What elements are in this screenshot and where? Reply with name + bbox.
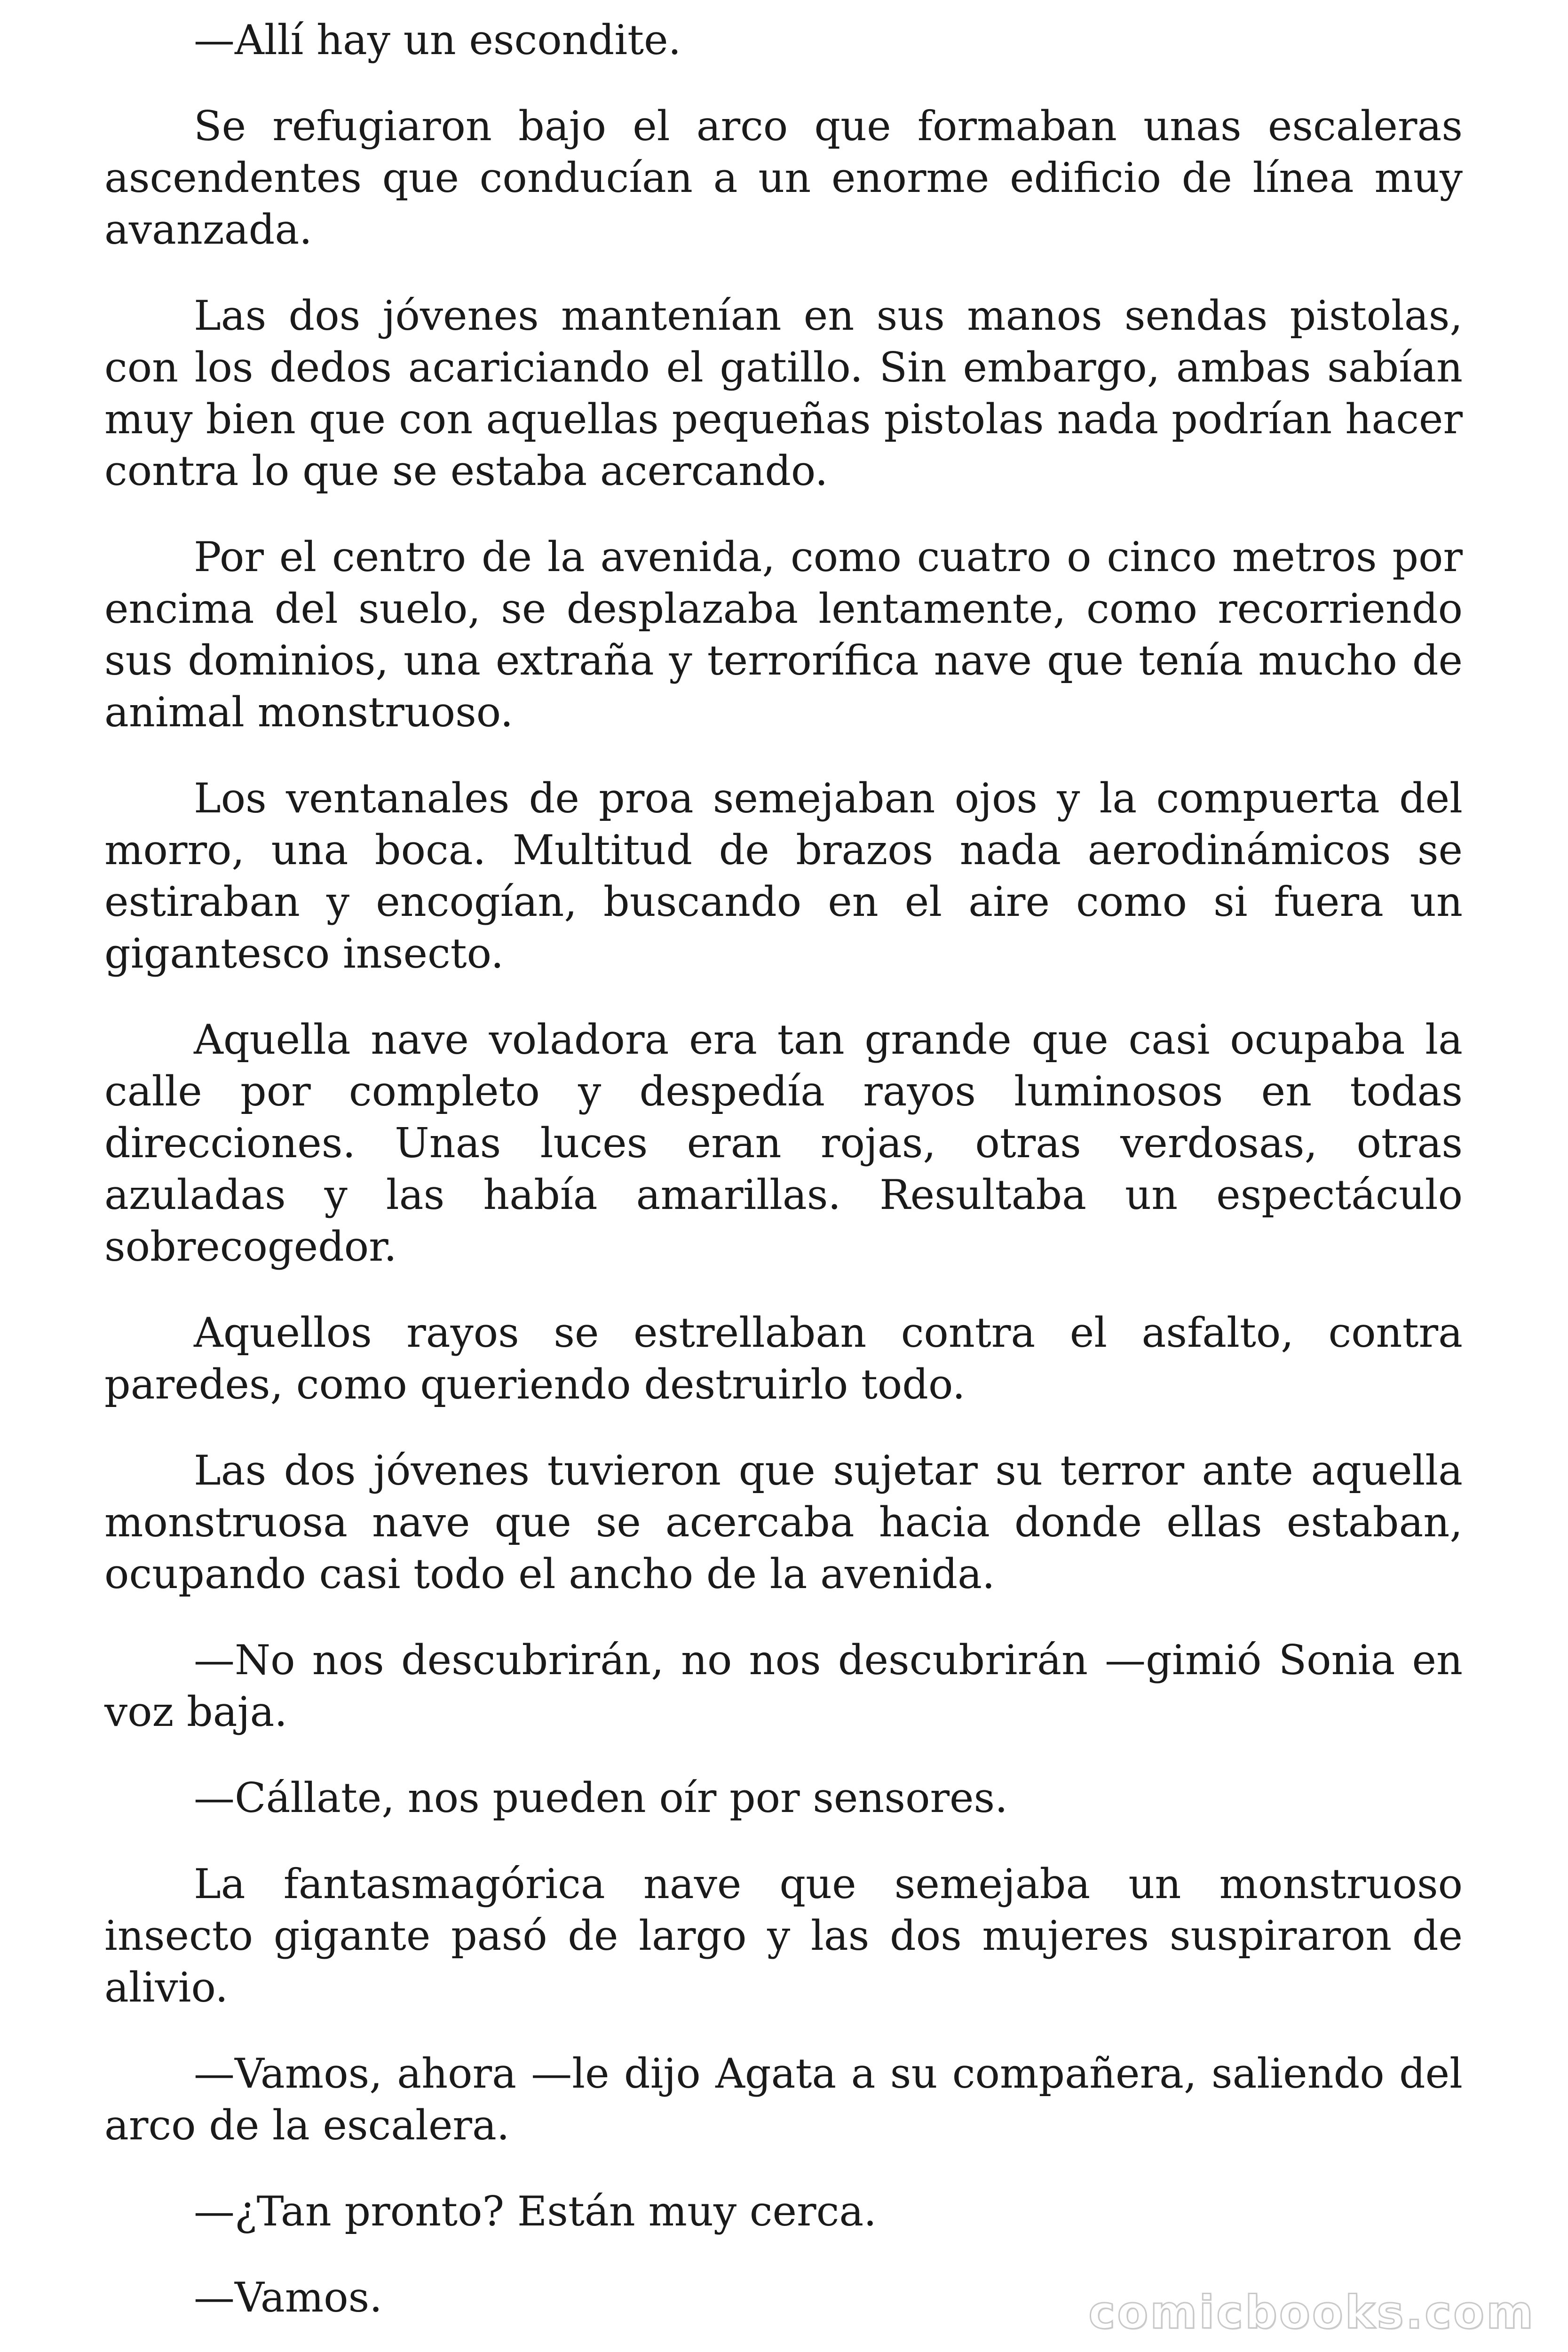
- paragraph-3: Las dos jóvenes mantenían en sus manos sendas pistolas, con los dedos acariciando el gatillo. Sin embargo, ambas sabían muy bien que con aquellas pequeñas pistolas nada podrían hacer contra lo que se estaba acercando.: [104, 292, 1463, 495]
- paragraph-14: —Vamos.: [194, 2273, 382, 2321]
- paragraph-11: La fantasmagórica nave que semejaba un monstruoso insecto gigante pasó de largo y las dos mujeres suspiraron de alivio.: [104, 1860, 1463, 2011]
- paragraph-1: —Allí hay un escondite.: [194, 16, 681, 64]
- paragraph-9: —No nos descubrirán, no nos descubrirán —gimió Sonia en voz baja.: [104, 1636, 1463, 1736]
- body-text: [104, 14, 1463, 2352]
- paragraph-12: —Vamos, ahora —le dijo Agata a su compañera, saliendo del arco de la escalera.: [104, 2050, 1463, 2149]
- paragraph-13: —¿Tan pronto? Están muy cerca.: [194, 2187, 877, 2235]
- paragraph-5: Los ventanales de proa semejaban ojos y la compuerta del morro, una boca. Multitud de brazos nada aerodinámicos se estiraban y encogían, buscando en el aire como si fuera un gigantesco insecto.: [104, 774, 1463, 977]
- paragraph-8: Las dos jóvenes tuvieron que sujetar su terror ante aquella monstruosa nave que se acercaba hacia donde ellas estaban, ocupando casi todo el ancho de la avenida.: [104, 1446, 1463, 1598]
- watermark-logo: comicbooks.com: [1088, 2286, 1535, 2339]
- paragraph-6: Aquella nave voladora era tan grande que casi ocupaba la calle por completo y despedía rayos luminosos en todas direcciones. Unas luces eran rojas, otras verdosas, otras azuladas y las había amarillas. Resultaba un espectáculo sobrecogedor.: [104, 1016, 1463, 1271]
- paragraph-7: Aquellos rayos se estrellaban contra el asfalto, contra paredes, como queriendo destruirlo todo.: [104, 1309, 1463, 1408]
- paragraph-2: Se refugiaron bajo el arco que formaban unas escaleras ascendentes que conducían a un enorme edificio de línea muy avanzada.: [104, 102, 1463, 254]
- paragraph-10: —Cállate, nos pueden oír por sensores.: [194, 1774, 1008, 1822]
- paragraph-4: Por el centro de la avenida, como cuatro o cinco metros por encima del suelo, se desplazaba lentamente, como recorriendo sus dominios, una extraña y terrorífica nave que tenía mucho de animal monstruoso.: [104, 533, 1463, 736]
